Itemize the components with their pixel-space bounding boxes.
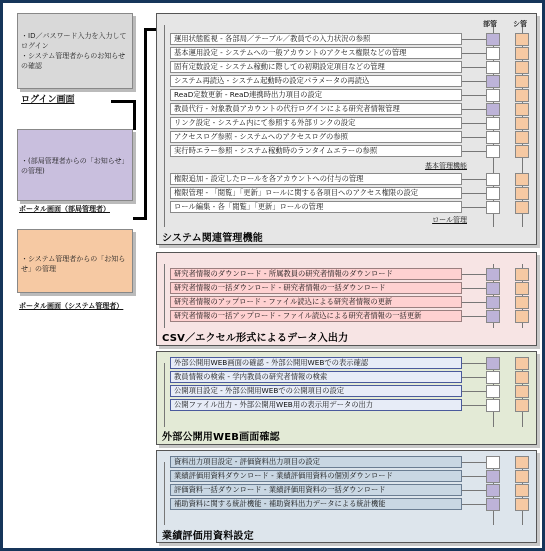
dept-admin-checkbox[interactable]: [486, 187, 500, 200]
section-title: CSV／エクセル形式によるデータ入出力: [162, 333, 349, 344]
dept-admin-checkbox[interactable]: [486, 371, 500, 384]
dept-admin-checkbox[interactable]: [486, 310, 500, 323]
row-connector: [462, 193, 486, 194]
sys-admin-checkbox[interactable]: [515, 399, 529, 412]
login-screen-title: ログイン画面: [21, 95, 75, 105]
portal-dept-box: [17, 129, 133, 201]
connector-login: [133, 100, 136, 130]
dept-admin-checkbox[interactable]: [486, 173, 500, 186]
sys-admin-checkbox[interactable]: [515, 47, 529, 60]
function-row: リンク設定 - システム内にて参照する外部リンクの設定: [170, 117, 462, 129]
sys-admin-checkbox[interactable]: [515, 296, 529, 309]
row-connector: [462, 504, 486, 505]
function-row: 研究者情報のアップロード - ファイル読込による研究者情報の更新: [170, 296, 462, 308]
row-group-line: [164, 264, 165, 328]
dept-admin-checkbox[interactable]: [486, 89, 500, 102]
row-group-line: [164, 462, 165, 525]
row-connector: [462, 179, 486, 180]
sys-admin-checkbox[interactable]: [515, 61, 529, 74]
sys-admin-checkbox[interactable]: [515, 117, 529, 130]
sys-admin-checkbox[interactable]: [515, 201, 529, 214]
dept-admin-checkbox[interactable]: [486, 47, 500, 60]
function-row: 基本運用設定 - システムへの一般アカウントのアクセス権限などの管理: [170, 47, 462, 59]
row-connector: [462, 405, 486, 406]
dept-admin-checkbox[interactable]: [486, 484, 500, 497]
sys-admin-checkbox[interactable]: [515, 33, 529, 46]
row-connector: [462, 476, 486, 477]
row-connector: [462, 391, 486, 392]
connector-vertical: [144, 28, 147, 220]
sys-admin-checkbox[interactable]: [515, 103, 529, 116]
sys-admin-checkbox[interactable]: [515, 131, 529, 144]
dept-admin-checkbox[interactable]: [486, 268, 500, 281]
dept-admin-checkbox[interactable]: [486, 103, 500, 116]
sys-admin-checkbox[interactable]: [515, 75, 529, 88]
sys-admin-checkbox[interactable]: [515, 282, 529, 295]
portal-dept-description: ・(部局管理者からの「お知らせ」の管理): [21, 157, 129, 175]
row-connector: [462, 81, 486, 82]
row-connector: [462, 137, 486, 138]
portal-dept-title: ポータル画面（部局管理者）: [19, 205, 110, 213]
row-connector: [462, 123, 486, 124]
section-title: 業績評価用資料設定: [162, 531, 254, 542]
function-row: 教員情報の検索 - 学内教員の研究者情報の検索: [170, 371, 462, 383]
row-group-line: [164, 363, 165, 427]
dept-admin-checkbox[interactable]: [486, 61, 500, 74]
function-row: 公開ファイル出力 - 外部公開用WEB用の表示用データの出力: [170, 399, 462, 411]
function-row: 外部公開用WEB画面の確認 - 外部公開用WEBでの表示確認: [170, 357, 462, 369]
row-connector: [462, 95, 486, 96]
dept-admin-checkbox[interactable]: [486, 357, 500, 370]
function-row: 固有定数設定 - システム稼動に際しての初期設定項目などの管理: [170, 61, 462, 73]
row-connector: [462, 207, 486, 208]
row-connector: [462, 67, 486, 68]
dept-admin-checkbox[interactable]: [486, 456, 500, 469]
function-row: 研究者情報の一括ダウンロード - 研究者情報の一括ダウンロード: [170, 282, 462, 294]
dept-admin-checkbox[interactable]: [486, 201, 500, 214]
row-connector: [462, 363, 486, 364]
sys-admin-checkbox[interactable]: [515, 310, 529, 323]
row-connector: [462, 490, 486, 491]
function-row: 権限追加 - 設定したロールを各アカウントへの付与の管理: [170, 173, 462, 185]
sys-admin-checkbox[interactable]: [515, 268, 529, 281]
dept-admin-checkbox[interactable]: [486, 498, 500, 511]
row-connector: [462, 302, 486, 303]
function-row: 評価資料一括ダウンロード - 業績評価用資料の一括ダウンロード: [170, 484, 462, 496]
connector-elbow: [111, 100, 136, 103]
section-title: 外部公開用WEB画面確認: [162, 432, 280, 443]
section-title: システム関連管理機能: [162, 233, 263, 244]
row-connector: [462, 377, 486, 378]
portal-sys-box: [17, 229, 133, 293]
sys-admin-checkbox[interactable]: [515, 456, 529, 469]
function-row: ロール編集 - 各「閲覧」「更新」ロールの管理: [170, 201, 462, 213]
row-connector: [462, 151, 486, 152]
function-row: 実行時エラー参照 - システム稼動時のランタイムエラーの参照: [170, 145, 462, 157]
connector-dept: [133, 217, 147, 220]
dept-admin-checkbox[interactable]: [486, 33, 500, 46]
portal-sys-title: ポータル画面（システム管理者）: [19, 302, 124, 310]
dept-admin-checkbox[interactable]: [486, 282, 500, 295]
function-row: 権限管理 - 「閲覧」「更新」ロールに関する各項目へのアクセス権限の設定: [170, 187, 462, 199]
sys-admin-header: シ管: [513, 20, 527, 28]
dept-admin-checkbox[interactable]: [486, 145, 500, 158]
sys-admin-checkbox[interactable]: [515, 371, 529, 384]
portal-sys-description: ・システム管理者からの「お知らせ」の管理: [21, 255, 126, 273]
function-row: 公開項目設定 - 外部公開用WEBでの公開項目の設定: [170, 385, 462, 397]
dept-admin-checkbox[interactable]: [486, 385, 500, 398]
login-box: [17, 13, 133, 89]
login-description: ・ID／パスワード入力を入力してログイン ・システム管理者からのお知らせの確認: [21, 32, 127, 70]
sys-admin-checkbox[interactable]: [515, 498, 529, 511]
row-connector: [462, 109, 486, 110]
dept-admin-header: 部管: [483, 20, 497, 28]
sys-admin-checkbox[interactable]: [515, 470, 529, 483]
function-row: 運用状態監視 - 各部局／テーブル／教員での入力状況の参照: [170, 33, 462, 45]
function-row: 補助資料に関する統計機能 - 補助資料出力データによる統計機能: [170, 498, 462, 510]
sys-admin-checkbox[interactable]: [515, 89, 529, 102]
sys-admin-checkbox[interactable]: [515, 187, 529, 200]
row-connector: [462, 274, 486, 275]
dept-admin-checkbox[interactable]: [486, 117, 500, 130]
dept-admin-checkbox[interactable]: [486, 75, 500, 88]
function-row: アクセスログ参照 - システムへのアクセスログの参照: [170, 131, 462, 143]
sys-admin-checkbox[interactable]: [515, 145, 529, 158]
function-row: 研究者情報のダウンロード - 所属教員の研究者情報のダウンロード: [170, 268, 462, 280]
sys-admin-checkbox[interactable]: [515, 484, 529, 497]
function-row: システム再読込 - システム起動時の設定パラメータの再読込: [170, 75, 462, 87]
row-group-line: [164, 25, 165, 227]
sys-admin-checkbox[interactable]: [515, 357, 529, 370]
row-connector: [462, 462, 486, 463]
function-row: ReaD定数更新 - ReaD連携時出力項目の設定: [170, 89, 462, 101]
row-connector: [462, 39, 486, 40]
function-row: 研究者情報の一括アップロード - ファイル読込による研究者情報の一括更新: [170, 310, 462, 322]
row-connector: [462, 53, 486, 54]
group-label: ロール管理: [432, 216, 467, 224]
connector-top: [144, 28, 156, 31]
function-row: 資料出力項目設定 - 評価資料出力項目の設定: [170, 456, 462, 468]
sys-admin-checkbox[interactable]: [515, 173, 529, 186]
dept-admin-checkbox[interactable]: [486, 470, 500, 483]
function-row: 業績評価用資料ダウンロード - 業績評価用資料の個別ダウンロード: [170, 470, 462, 482]
group-label: 基本管理機能: [425, 162, 467, 170]
sys-admin-checkbox[interactable]: [515, 385, 529, 398]
row-connector: [462, 288, 486, 289]
dept-admin-checkbox[interactable]: [486, 296, 500, 309]
dept-admin-checkbox[interactable]: [486, 399, 500, 412]
function-row: 教員代行 - 対象教員アカウントの代行ログインによる研究者情報管理: [170, 103, 462, 115]
dept-admin-checkbox[interactable]: [486, 131, 500, 144]
row-connector: [462, 316, 486, 317]
